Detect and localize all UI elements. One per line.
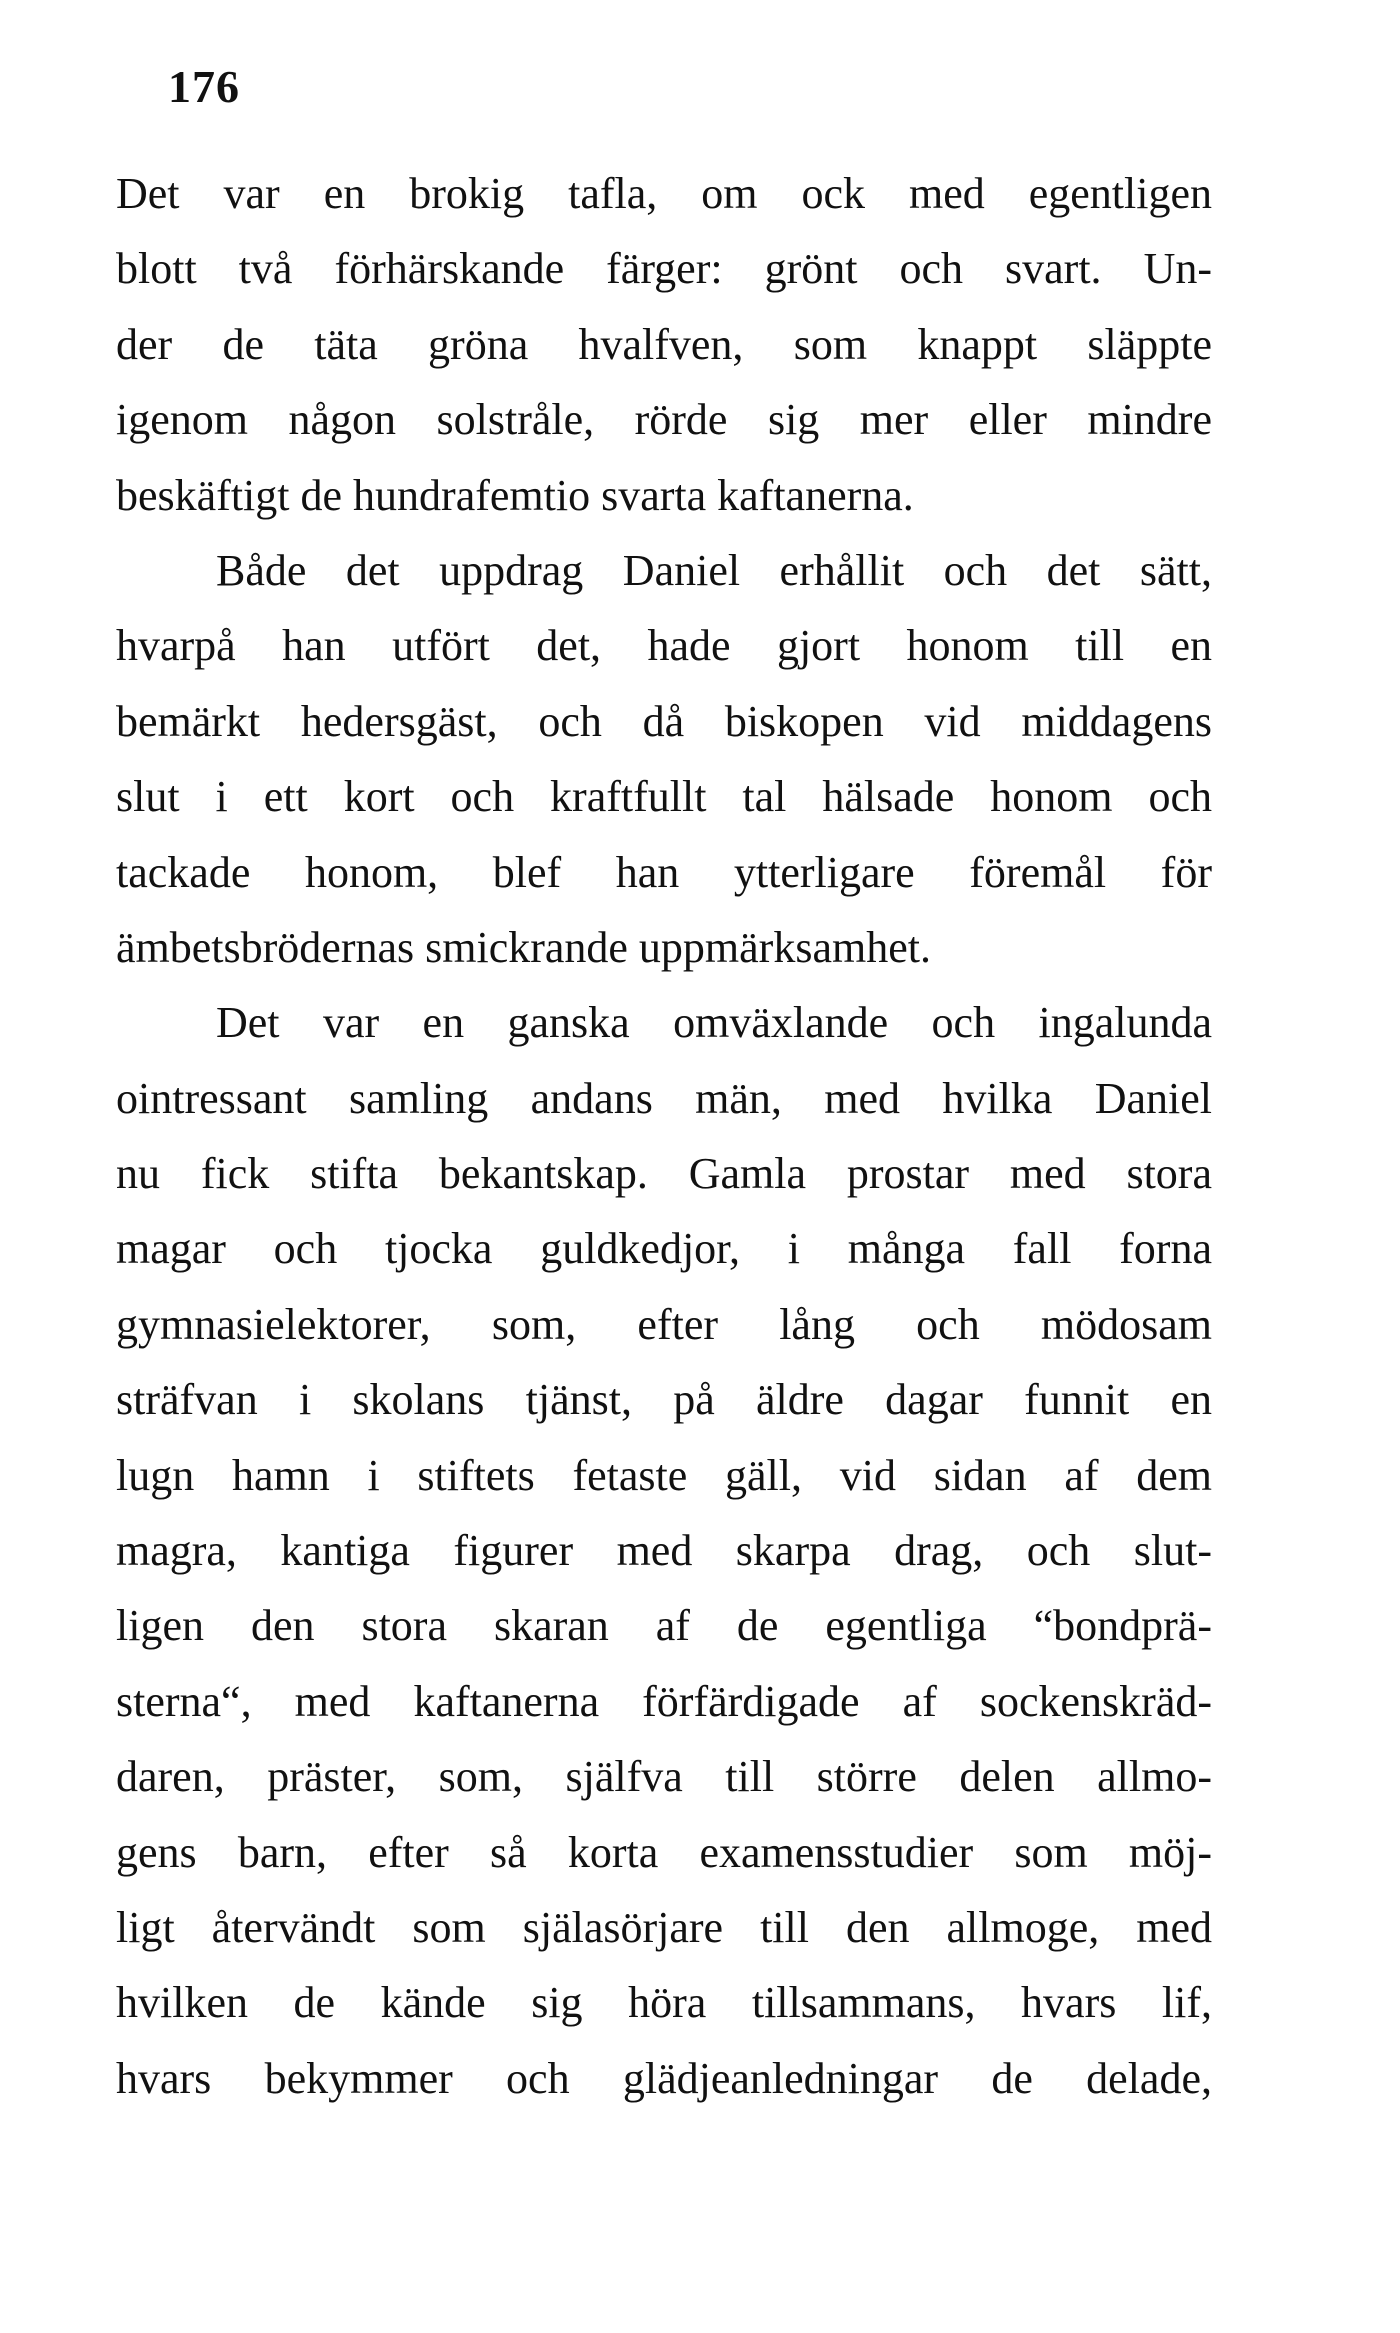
text-line: ointressant samling andans män, med hvilka Daniel (116, 1073, 1212, 1123)
text-line: lugn hamn i stiftets fetaste gäll, vid sidan af dem (116, 1450, 1212, 1500)
text-line: sträfvan i skolans tjänst, på äldre dagar funnit en (116, 1375, 1212, 1425)
text-line: ligen den stora skaran af de egentliga “bondprä- (116, 1601, 1212, 1651)
text-line: Både det uppdrag Daniel erhållit och det sätt, (216, 545, 1212, 595)
text-line: beskäftigt de hundrafemtio svarta kaftanerna. (116, 470, 914, 520)
text-line: daren, präster, som, själfva till större delen allmo- (116, 1752, 1212, 1802)
page-number: 176 (168, 61, 240, 112)
text-line: sterna“, med kaftanerna förfärdigade af sockenskräd- (116, 1676, 1212, 1726)
text-line: Det var en ganska omväxlande och ingalunda (216, 998, 1212, 1048)
text-line: bemärkt hedersgäst, och då biskopen vid middagens (116, 696, 1212, 746)
text-line: nu fick stifta bekantskap. Gamla prostar med stora (116, 1149, 1212, 1199)
body-text (116, 156, 1212, 2116)
text-line: gens barn, efter så korta examensstudier som möj- (116, 1827, 1212, 1877)
text-line: hvarpå han utfört det, hade gjort honom till en (116, 621, 1212, 671)
text-line: Det var en brokig tafla, om ock med egentligen (116, 169, 1212, 218)
text-line: slut i ett kort och kraftfullt tal hälsade honom och (116, 772, 1212, 822)
text-line: blott två förhärskande färger: grönt och svart. Un- (116, 244, 1212, 294)
text-line: hvilken de kände sig höra tillsammans, hvars lif, (116, 1978, 1212, 2028)
text-line: gymnasielektorer, som, efter lång och mödosam (116, 1299, 1212, 1349)
text-line: hvars bekymmer och glädjeanledningar de delade, (116, 2053, 1212, 2103)
text-line: ämbetsbrödernas smickrande uppmärksamhet. (116, 922, 931, 972)
text-line: magra, kantiga figurer med skarpa drag, och slut- (116, 1526, 1212, 1576)
text-line: tackade honom, blef han ytterligare föremål för (116, 847, 1212, 897)
text-line: igenom någon solstråle, rörde sig mer eller mindre (116, 395, 1212, 445)
text-line: ligt återvändt som själasörjare till den allmoge, med (116, 1902, 1212, 1952)
text-line: magar och tjocka guldkedjor, i många fall forna (116, 1224, 1212, 1274)
text-line: der de täta gröna hvalfven, som knappt släppte (116, 319, 1212, 369)
